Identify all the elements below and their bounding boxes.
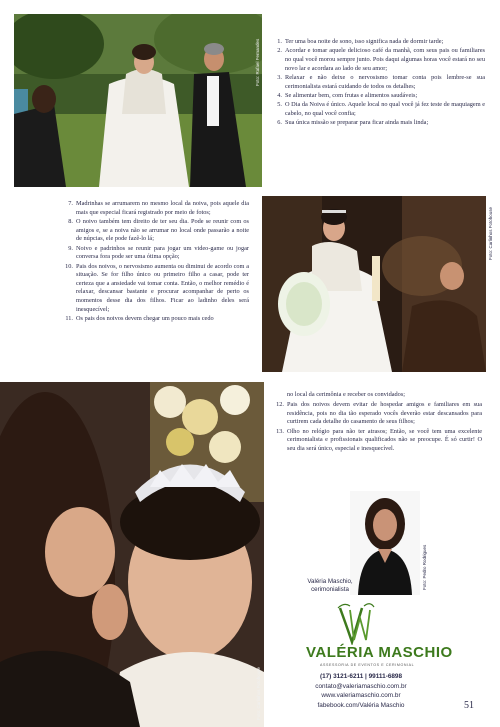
- photo-credit: Foto: Rafael Fernandes: [255, 38, 260, 86]
- photo-bride-with-bouquet: [262, 196, 486, 372]
- photo-credit: Foto: Carlinhos Fotohouse: [488, 206, 493, 260]
- list-item: 2. Acordar e tomar aquele delicioso café da manhã, com seus pais ou familiares no qual você morou sempre junto. Pois daqui algumas horas você estará no seu novo lar e acordara ao lado de seu amor;: [277, 47, 485, 72]
- list-item: 13. Olho no relógio para não ter atrasos; Então, se você tem uma excelente cerimonialista e profissionais qualificados não se preocupe. É só curtir! O seu dia será único, especial e inesquecível.: [276, 427, 482, 452]
- list-item: 3. Relaxar e não deixe o nervosismo tomar conta pois lembre-se sua cerimonialista estará cuidando de todos os detalhes;: [277, 73, 485, 90]
- list-item: 8. O noivo também tem direito de ter seu dia. Pode se reunir com os amigos e, se a noiva não se arrumar no local onde passarão a noite de núpcias, ele pode fazê-lo lá;: [68, 217, 249, 243]
- list-item: 9. Noivo e padrinhos se reunir para jogar um video-game ou jogar conversa fora pode ser uma ótima opção;: [68, 244, 249, 261]
- contact-website[interactable]: www.valeriamaschio.com.br: [321, 692, 401, 700]
- list-item: 6. Sua única missão se preparar para ficar ainda mais linda;: [277, 119, 429, 127]
- tips-list-middle: [65, 200, 249, 324]
- photo-credit: Foto: Pedro Rodrigues: [422, 544, 427, 590]
- contact-block: [296, 672, 426, 711]
- author-name: Valéria Maschio,: [307, 578, 353, 585]
- photo-bride-tiara: [0, 382, 264, 727]
- photo-credit: Foto: Carlinhos Fotohouse: [256, 666, 261, 720]
- page-number: 51: [464, 700, 474, 711]
- list-item: 1. Ter uma boa noite de sono, isso significa nada de dormir tarde;: [277, 38, 444, 45]
- author-role: cerimonialista: [311, 586, 349, 593]
- brand-monogram-logo: [336, 600, 376, 645]
- photo-author-portrait: [350, 491, 420, 595]
- photo-bride-with-father: [14, 14, 262, 187]
- brand-tagline: ASSESSORIA DE EVENTOS E CERIMONIAL: [320, 663, 415, 667]
- contact-phones: (17) 3121-6211 | 99111-6898: [319, 673, 403, 680]
- tip-11-continuation: no local da cerimônia e receber os convidados;: [287, 391, 406, 398]
- list-item: 5. O Dia da Noiva é único. Aquele local no qual você já fez teste de maquiagem e cabelo, no qual você confia;: [277, 101, 485, 117]
- brand-name: VALÉRIA MASCHIO: [306, 644, 453, 661]
- contact-facebook[interactable]: fabebook.com/Valéria Maschio: [317, 702, 405, 710]
- list-item: 7. Madrinhas se arrumarem no mesmo local da noiva, pois aquele dia mais que especial ficará registrado por meio de fotos;: [68, 200, 249, 216]
- author-caption: [300, 578, 360, 594]
- list-item: 12. Pais dos noivos devem evitar de hospedar amigos e familiares em sua residência, pois no dia tão esperado vocês deverão estar descansados para curtirem cada detalhe do casamento de seus filhos;: [276, 401, 482, 426]
- list-item: 10. Pais dos noivos, o nervosismo aumenta ou diminui de acordo com a situação. Se for filho único ou primeiro filho a casar, pode ter certeza que a ansiedade vai tomar conta. Então, o melhor remédio é relaxar, descansar bastante e procurar acompanhar de perto os momentos desse dia dos filhos. Ficar ao ladinho deles será inesquecível;: [65, 262, 249, 313]
- contact-email[interactable]: contato@valeriamaschio.com.br: [315, 682, 407, 690]
- tips-list-bottom: [276, 401, 482, 454]
- tips-list-top: [277, 38, 485, 129]
- list-item: 11. Os pais dos noivos devem chegar um pouco mais cedo: [65, 314, 214, 322]
- list-item: 4. Se alimentar bem, com frutas e alimentos saudáveis;: [277, 91, 418, 99]
